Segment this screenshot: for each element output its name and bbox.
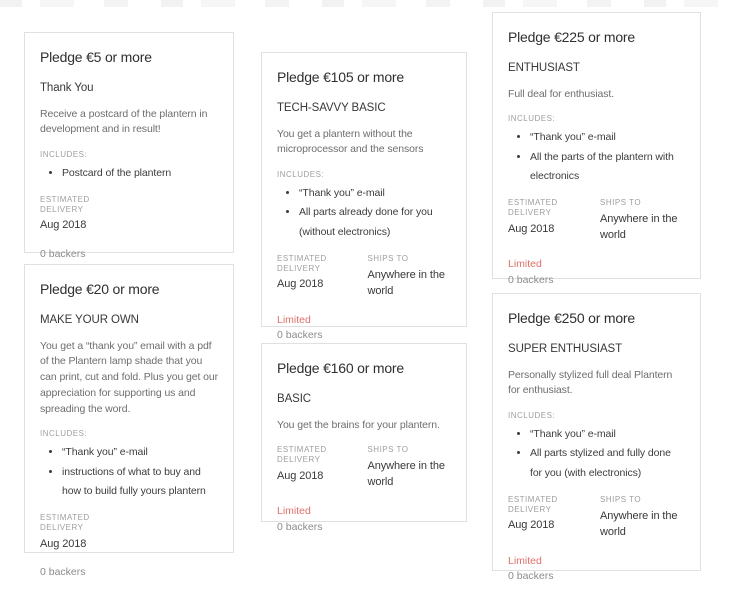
includes-item: • “Thank you” e-mail <box>62 443 218 462</box>
includes-list <box>40 164 218 183</box>
includes-item: • “Thank you” e-mail <box>530 128 685 147</box>
cropped-content-remnant <box>0 0 730 7</box>
delivery-meta <box>40 513 218 552</box>
backers-count: 0 backers <box>508 570 554 583</box>
pledge-amount-title: Pledge €20 or more <box>40 281 160 297</box>
includes-label: INCLUDES: <box>40 429 88 439</box>
reward-description: You get the brains for your plantern. <box>277 418 440 431</box>
estimated-delivery-value: Aug 2018 <box>277 278 324 291</box>
reward-tier-name: BASIC <box>277 392 312 405</box>
estimated-delivery-value: Aug 2018 <box>508 222 555 235</box>
pledge-amount-title: Pledge €225 or more <box>508 29 635 45</box>
includes-label: INCLUDES: <box>277 170 325 180</box>
estimated-delivery-value: Aug 2018 <box>40 537 87 550</box>
delivery-meta <box>277 445 451 490</box>
reward-description: Receive a postcard of the plantern in development and in result! <box>40 107 208 136</box>
delivery-meta <box>508 198 685 243</box>
includes-item: • All the parts of the plantern with electronics <box>530 148 685 187</box>
reward-tier-name: Thank You <box>40 81 94 94</box>
includes-item: • “Thank you” e-mail <box>299 184 451 203</box>
pledge-card-20[interactable] <box>24 264 234 579</box>
estimated-delivery-value: Aug 2018 <box>40 219 87 232</box>
includes-label: INCLUDES: <box>508 411 556 421</box>
pledge-card-225[interactable] <box>492 12 701 286</box>
includes-item: • All parts stylized and fully done for you (with electronics) <box>530 444 685 483</box>
pledge-card-5[interactable] <box>24 32 234 261</box>
includes-label: INCLUDES: <box>508 114 556 124</box>
estimated-delivery-value: Aug 2018 <box>508 519 555 532</box>
estimated-delivery-label: ESTIMATED DELIVERY <box>277 445 327 465</box>
ships-to-label: SHIPS TO <box>367 445 409 455</box>
includes-list <box>277 184 451 242</box>
estimated-delivery-label: ESTIMATED DELIVERY <box>508 198 558 217</box>
backers-count: 0 backers <box>277 520 323 533</box>
includes-label: INCLUDES: <box>40 150 88 160</box>
limited-badge: Limited <box>508 257 542 270</box>
estimated-delivery-label: ESTIMATED DELIVERY <box>40 195 90 214</box>
delivery-meta <box>508 495 685 540</box>
pledge-card-160[interactable] <box>261 343 467 533</box>
pledge-amount-title: Pledge €250 or more <box>508 310 635 326</box>
ships-to-value: Anywhere in the world <box>367 268 445 297</box>
ships-to-value: Anywhere in the world <box>600 509 678 538</box>
pledge-amount-title: Pledge €105 or more <box>277 69 404 85</box>
ships-to-value: Anywhere in the world <box>600 212 678 241</box>
ships-to-label: SHIPS TO <box>600 198 642 208</box>
includes-list <box>508 425 685 483</box>
backers-count: 0 backers <box>40 566 86 579</box>
backers-count: 0 backers <box>508 273 554 286</box>
includes-item: • instructions of what to buy and how to build fully yours plantern <box>62 463 218 502</box>
reward-tier-name: TECH-SAVVY BASIC <box>277 101 386 114</box>
reward-description: You get a plantern without the microprocessor and the sensors <box>277 127 424 156</box>
limited-badge: Limited <box>508 554 542 567</box>
estimated-delivery-label: ESTIMATED DELIVERY <box>40 513 90 532</box>
pledge-card-250[interactable] <box>492 293 701 583</box>
ships-to-value: Anywhere in the world <box>367 460 445 489</box>
ships-to-label: SHIPS TO <box>367 254 409 264</box>
reward-description: You get a “thank you” email with a pdf of the Plantern lamp shade that you can print, cut and fold. Plus you get our appreciation for supporting us and spreading the word. <box>40 339 219 415</box>
pledge-amount-title: Pledge €160 or more <box>277 360 404 376</box>
limited-badge: Limited <box>277 313 311 326</box>
includes-list <box>40 443 218 501</box>
estimated-delivery-label: ESTIMATED DELIVERY <box>277 254 327 273</box>
pledge-card-105[interactable] <box>261 52 467 342</box>
includes-item: • All parts already done for you (without electronics) <box>299 203 451 242</box>
reward-description: Personally stylized full deal Plantern for enthusiast. <box>508 368 673 397</box>
pledge-amount-title: Pledge €5 or more <box>40 49 152 65</box>
reward-tier-name: MAKE YOUR OWN <box>40 313 139 326</box>
includes-item: • “Thank you” e-mail <box>530 425 685 444</box>
ships-to-label: SHIPS TO <box>600 495 642 505</box>
includes-list <box>508 128 685 186</box>
backers-count: 0 backers <box>40 248 86 261</box>
backers-count: 0 backers <box>277 329 323 342</box>
reward-description: Full deal for enthusiast. <box>508 87 615 100</box>
reward-tier-name: SUPER ENTHUSIAST <box>508 342 623 355</box>
reward-tier-name: ENTHUSIAST <box>508 61 580 74</box>
estimated-delivery-value: Aug 2018 <box>277 469 324 482</box>
estimated-delivery-label: ESTIMATED DELIVERY <box>508 495 558 514</box>
delivery-meta <box>277 254 451 299</box>
delivery-meta <box>40 195 218 234</box>
includes-item: • Postcard of the plantern <box>62 164 218 183</box>
limited-badge: Limited <box>277 504 311 517</box>
